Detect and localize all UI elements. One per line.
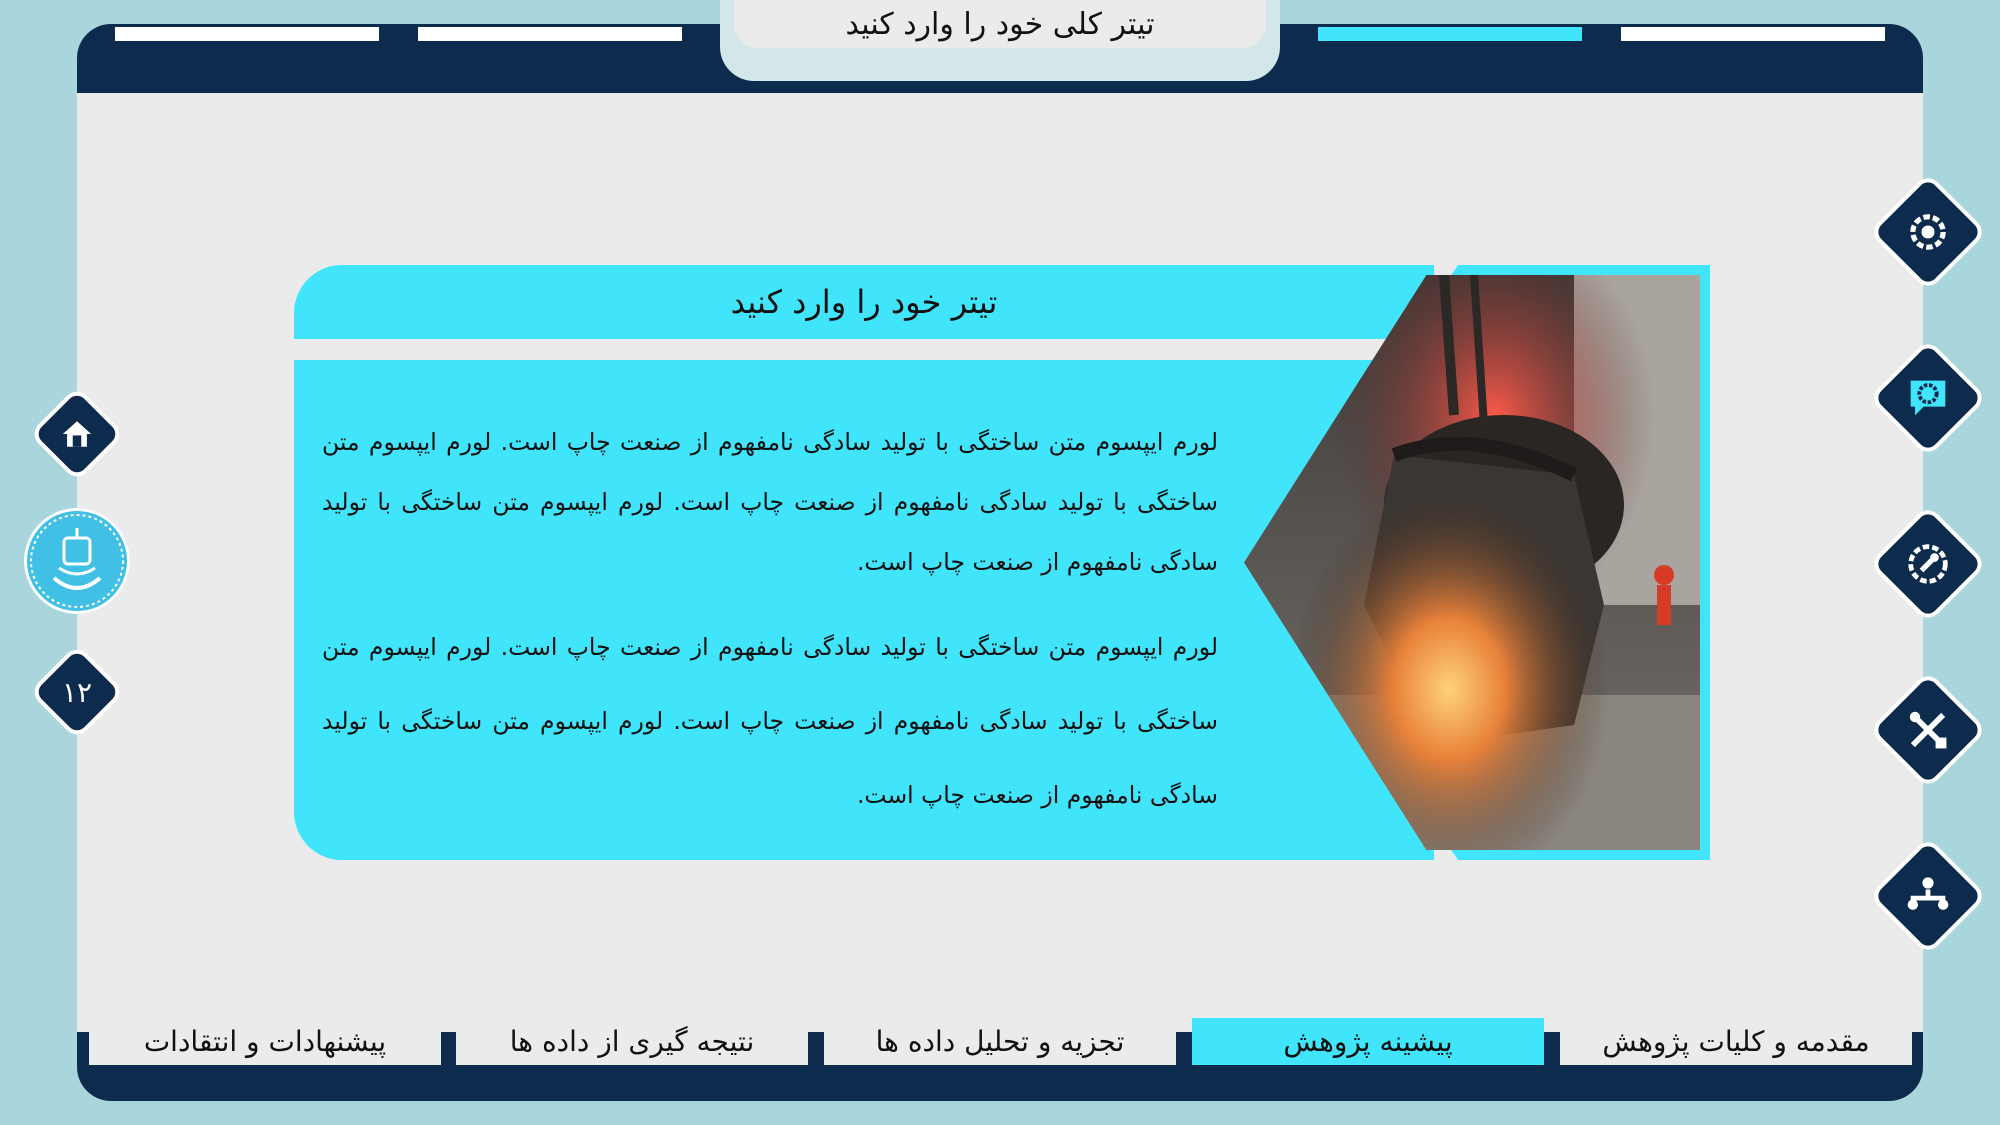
nav-intro[interactable]: مقدمه و کلیات پژوهش	[1560, 1018, 1912, 1065]
university-logo	[24, 508, 130, 614]
page-title: تیتر کلی خود را وارد کنید	[734, 0, 1266, 48]
nav-analysis[interactable]: تجزیه و تحلیل داده ها	[824, 1018, 1176, 1065]
home-icon	[47, 404, 107, 464]
card-text	[322, 412, 1218, 850]
top-bar-segment	[418, 27, 682, 41]
tools-icon	[1890, 692, 1966, 768]
top-bar-segment	[1621, 27, 1885, 41]
gear-chat-icon	[1890, 360, 1966, 436]
top-bar-segment	[115, 27, 379, 41]
card-paragraph: لورم ایپسوم متن ساختگی با تولید سادگی نامفهوم از صنعت چاپ است. لورم ایپسوم متن ساختگی با تولید سادگی نامفهوم از صنعت چاپ است. لورم ایپسوم متن ساختگی با تولید سادگی نامفهوم از صنعت چاپ است.	[322, 633, 1218, 809]
wrench-gear-icon	[1890, 526, 1966, 602]
network-icon	[1890, 858, 1966, 934]
card-title: تیتر خود را وارد کنید	[294, 265, 1434, 339]
card-paragraph: لورم ایپسوم متن ساختگی با تولید سادگی نامفهوم از صنعت چاپ است. لورم ایپسوم متن ساختگی با تولید سادگی نامفهوم از صنعت چاپ است. لورم ایپسوم متن ساختگی با تولید سادگی نامفهوم از صنعت چاپ است.	[322, 428, 1218, 576]
nav-literature[interactable]: پیشینه پژوهش	[1192, 1018, 1544, 1065]
nav-conclusion[interactable]: نتیجه گیری از داده ها	[456, 1018, 808, 1065]
gear-icon	[1890, 194, 1966, 270]
top-bar-segment-active	[1318, 27, 1582, 41]
nav-suggestions[interactable]: پیشنهادات و انتقادات	[89, 1018, 441, 1065]
slide-number: ۱۲	[61, 675, 93, 709]
